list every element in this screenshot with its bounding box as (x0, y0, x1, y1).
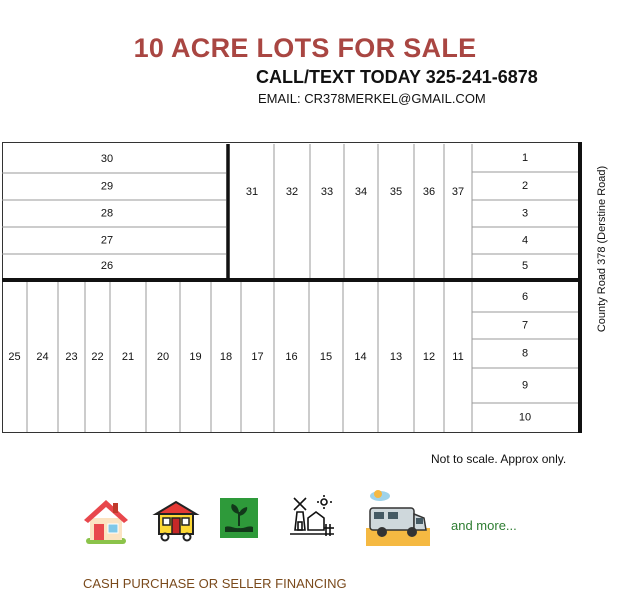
lot-label-24: 24 (36, 350, 49, 363)
lot-label-25: 25 (8, 350, 21, 363)
lot-label-33: 33 (320, 185, 334, 198)
road-label: County Road 378 (Derstine Road) (596, 165, 608, 333)
lot-label-36: 36 (422, 185, 436, 198)
lot-label-19: 19 (189, 350, 202, 363)
lot-label-31: 31 (245, 185, 259, 198)
lot-label-22: 22 (91, 350, 104, 363)
email-contact: EMAIL: CR378MERKEL@GMAIL.COM (258, 91, 486, 106)
scale-note: Not to scale. Approx only. (431, 452, 567, 466)
lot-label-29: 29 (100, 180, 114, 193)
lot-label-23: 23 (65, 350, 78, 363)
farm-icon (288, 494, 336, 540)
house-icon (80, 496, 132, 546)
lot-label-1: 1 (521, 151, 529, 164)
lot-label-3: 3 (521, 207, 529, 220)
lot-label-4: 4 (521, 234, 529, 247)
lot-label-5: 5 (521, 259, 529, 272)
lot-label-6: 6 (521, 290, 529, 303)
lot-label-15: 15 (319, 350, 333, 363)
lot-label-34: 34 (354, 185, 368, 198)
financing-text: CASH PURCHASE OR SELLER FINANCING (83, 576, 347, 591)
lot-label-37: 37 (451, 185, 465, 198)
lot-label-10: 10 (518, 411, 532, 424)
lot-label-18: 18 (219, 350, 233, 363)
lot-label-35: 35 (389, 185, 403, 198)
lot-label-14: 14 (354, 350, 367, 363)
lot-label-27: 27 (100, 234, 114, 247)
lot-label-32: 32 (285, 185, 299, 198)
lot-label-26: 26 (100, 259, 114, 272)
lot-label-13: 13 (389, 350, 403, 363)
lot-label-8: 8 (521, 347, 529, 360)
lot-label-16: 16 (285, 350, 298, 363)
lot-label-21: 21 (121, 350, 135, 363)
lot-label-12: 12 (422, 350, 436, 363)
and-more-text: and more... (451, 518, 517, 533)
lot-label-9: 9 (521, 379, 529, 392)
call-text-phone: CALL/TEXT TODAY 325-241-6878 (256, 67, 538, 87)
lot-label-7: 7 (521, 319, 529, 332)
lot-label-17: 17 (251, 350, 264, 363)
tiny-home-icon (154, 500, 198, 542)
lot-map (2, 142, 608, 436)
lot-label-30: 30 (100, 152, 114, 165)
lot-label-20: 20 (156, 350, 170, 363)
page-title: 10 ACRE LOTS FOR SALE (133, 33, 477, 63)
plant-in-hand-icon (220, 498, 258, 538)
rv-camping-icon (366, 488, 430, 546)
lot-label-28: 28 (100, 207, 114, 220)
lot-label-11: 11 (452, 350, 464, 363)
lot-label-2: 2 (521, 179, 529, 192)
